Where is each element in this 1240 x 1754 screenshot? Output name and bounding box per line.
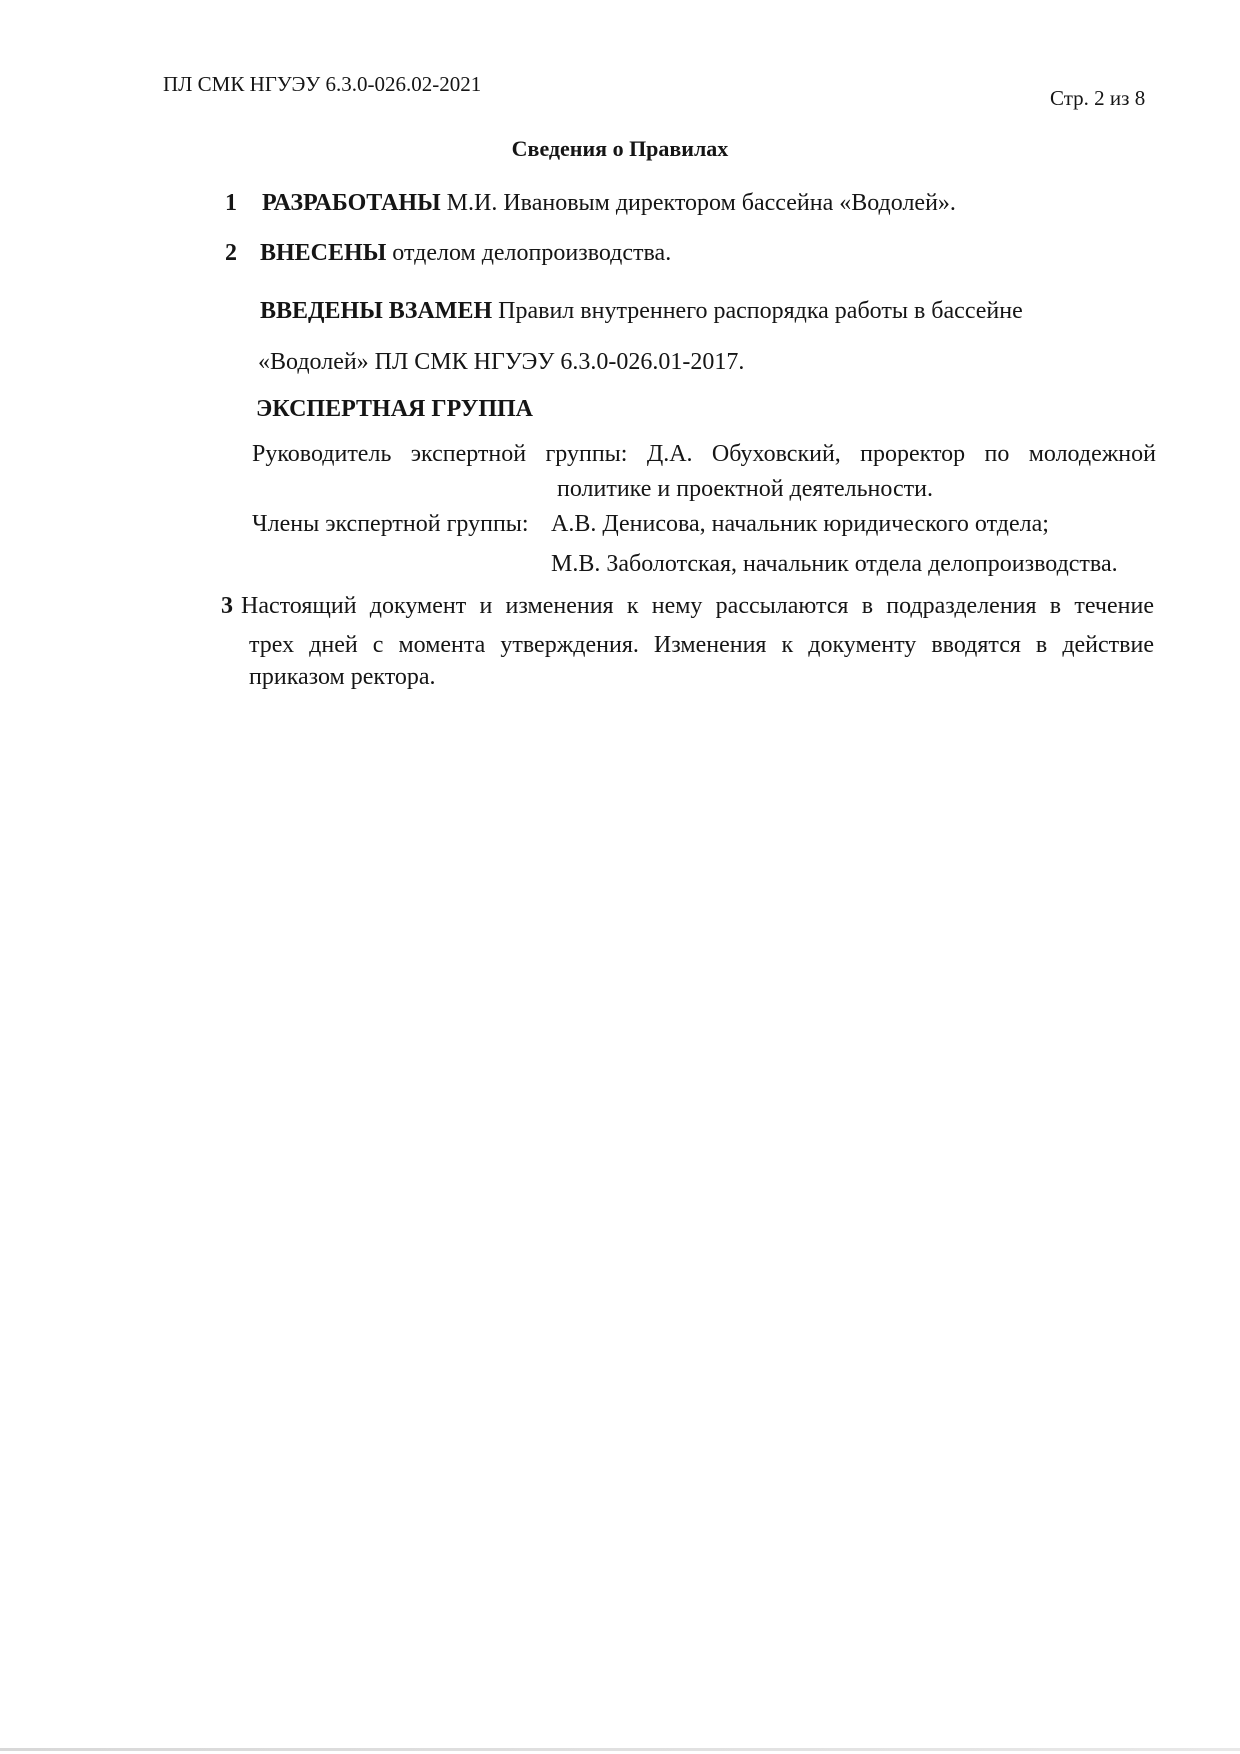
- document-code: ПЛ СМК НГУЭУ 6.3.0-026.02-2021: [163, 72, 482, 96]
- replaced-line-1: [260, 298, 1023, 325]
- expert-leader-line-1: [252, 441, 1156, 468]
- item-2-text: [260, 240, 671, 267]
- item-3-line-1: Настоящий документ и изменения к нему рассылаются в подразделения в течение: [241, 593, 1154, 619]
- scan-bottom-edge: [0, 1748, 1240, 1751]
- item-1-bold: РАЗРАБОТАНЫ: [262, 190, 441, 216]
- expert-member-1: А.В. Денисова, начальник юридического отдела;: [551, 511, 1049, 537]
- expert-group-heading: ЭКСПЕРТНАЯ ГРУППА: [256, 396, 533, 422]
- item-2-body: отделом делопроизводства.: [386, 240, 672, 266]
- replaced-text-1: Правил внутреннего распорядка работы в бассейне: [492, 298, 1023, 324]
- page-title: Сведения о Правилах: [511, 136, 729, 161]
- item-1-body: М.И. Ивановым директором бассейна «Водолей».: [440, 190, 956, 216]
- item-2-number: 2: [225, 240, 237, 266]
- expert-member-2: М.В. Заболотская, начальник отдела делопроизводства.: [551, 551, 1118, 577]
- item-3-line-3: приказом ректора.: [249, 664, 436, 690]
- item-2-bold: ВНЕСЕНЫ: [260, 240, 387, 266]
- expert-leader-label: Руководитель экспертной группы:: [252, 441, 628, 467]
- expert-leader-line-2: политике и проектной деятельности.: [557, 476, 933, 502]
- item-3-number: 3: [221, 593, 233, 619]
- replaced-bold: ВВЕДЕНЫ ВЗАМЕН: [260, 298, 493, 324]
- expert-members-label: Члены экспертной группы:: [252, 511, 529, 537]
- item-3-line-2: трех дней с момента утверждения. Изменения к документу вводятся в действие: [249, 632, 1154, 658]
- item-1-text: [262, 190, 956, 217]
- page-number: Стр. 2 из 8: [1050, 86, 1146, 110]
- expert-leader-name: Д.А. Обуховский, проректор по молодежной: [646, 441, 1156, 467]
- replaced-line-2: «Водолей» ПЛ СМК НГУЭУ 6.3.0-026.01-2017.: [258, 349, 745, 375]
- item-1-number: 1: [225, 190, 237, 216]
